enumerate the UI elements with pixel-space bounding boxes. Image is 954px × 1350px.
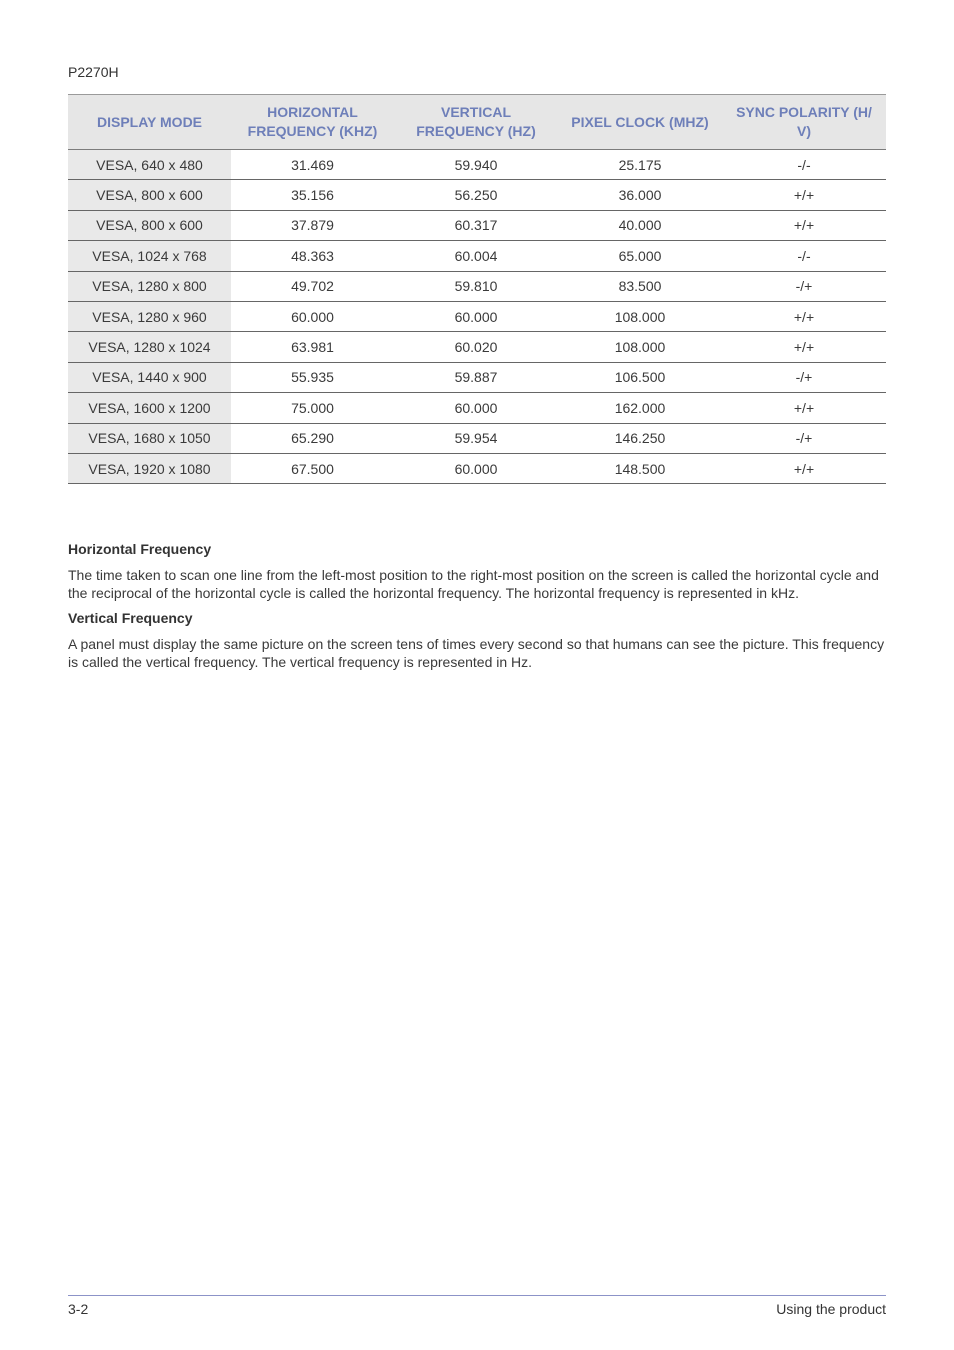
- cell-display-mode: VESA, 1920 x 1080: [68, 453, 231, 483]
- table-row: [68, 453, 886, 483]
- page-number: 3-2: [68, 1301, 89, 1317]
- cell-display-mode: VESA, 1600 x 1200: [68, 393, 231, 423]
- cell-display-mode: VESA, 1440 x 900: [68, 362, 231, 392]
- column-header-pixel-clock: PIXEL CLOCK (MHZ): [558, 95, 722, 150]
- cell-horizontal-frequency: 60.000: [231, 301, 394, 331]
- cell-pixel-clock: 146.250: [558, 423, 722, 453]
- cell-pixel-clock: 83.500: [558, 271, 722, 301]
- cell-display-mode: VESA, 800 x 600: [68, 180, 231, 210]
- cell-sync-polarity: -/-: [722, 241, 886, 271]
- cell-horizontal-frequency: 48.363: [231, 241, 394, 271]
- cell-sync-polarity: +/+: [722, 332, 886, 362]
- section-body: A panel must display the same picture on the screen tens of times every second so that humans can see the picture. This frequency is called the vertical frequency. The vertical frequency is represented in Hz.: [68, 636, 885, 670]
- column-header-sync-polarity: SYNC POLARITY (H/ V): [722, 95, 886, 150]
- cell-sync-polarity: -/-: [722, 150, 886, 180]
- cell-pixel-clock: 40.000: [558, 210, 722, 240]
- cell-vertical-frequency: 59.887: [394, 362, 558, 392]
- cell-vertical-frequency: 59.954: [394, 423, 558, 453]
- cell-vertical-frequency: 59.940: [394, 150, 558, 180]
- cell-sync-polarity: +/+: [722, 180, 886, 210]
- table-row: [68, 210, 886, 240]
- column-header-horizontal-frequency: HORIZONTAL FREQUENCY (KHZ): [231, 95, 394, 150]
- footer-divider: [68, 1295, 886, 1296]
- cell-horizontal-frequency: 49.702: [231, 271, 394, 301]
- cell-pixel-clock: 36.000: [558, 180, 722, 210]
- table-row: [68, 393, 886, 423]
- table-row: [68, 150, 886, 180]
- cell-display-mode: VESA, 1280 x 800: [68, 271, 231, 301]
- cell-display-mode: VESA, 1680 x 1050: [68, 423, 231, 453]
- cell-vertical-frequency: 59.810: [394, 271, 558, 301]
- cell-horizontal-frequency: 75.000: [231, 393, 394, 423]
- cell-horizontal-frequency: 37.879: [231, 210, 394, 240]
- chapter-title: Using the product: [776, 1301, 886, 1317]
- table-row: [68, 180, 886, 210]
- column-header-vertical-frequency: VERTICAL FREQUENCY (HZ): [394, 95, 558, 150]
- cell-sync-polarity: +/+: [722, 393, 886, 423]
- cell-vertical-frequency: 60.000: [394, 453, 558, 483]
- cell-sync-polarity: +/+: [722, 210, 886, 240]
- cell-pixel-clock: 106.500: [558, 362, 722, 392]
- timing-table: [68, 94, 886, 484]
- table-row: [68, 362, 886, 392]
- cell-sync-polarity: -/+: [722, 271, 886, 301]
- cell-pixel-clock: 108.000: [558, 332, 722, 362]
- cell-pixel-clock: 108.000: [558, 301, 722, 331]
- model-name: P2270H: [68, 64, 119, 80]
- cell-horizontal-frequency: 67.500: [231, 453, 394, 483]
- cell-display-mode: VESA, 800 x 600: [68, 210, 231, 240]
- table-row: [68, 423, 886, 453]
- cell-display-mode: VESA, 1024 x 768: [68, 241, 231, 271]
- cell-vertical-frequency: 60.004: [394, 241, 558, 271]
- table-row: [68, 241, 886, 271]
- cell-horizontal-frequency: 55.935: [231, 362, 394, 392]
- section-vertical-frequency: [68, 609, 886, 671]
- section-body: The time taken to scan one line from the left-most position to the right-most position on the screen is called the horizontal cycle and the reciprocal of the horizontal cycle is called the horizontal frequency. The horizontal frequency is represented in kHz.: [68, 567, 879, 601]
- cell-pixel-clock: 148.500: [558, 453, 722, 483]
- cell-vertical-frequency: 60.000: [394, 393, 558, 423]
- cell-horizontal-frequency: 31.469: [231, 150, 394, 180]
- cell-display-mode: VESA, 1280 x 960: [68, 301, 231, 331]
- cell-vertical-frequency: 60.000: [394, 301, 558, 331]
- cell-display-mode: VESA, 1280 x 1024: [68, 332, 231, 362]
- section-horizontal-frequency: [68, 540, 886, 602]
- cell-vertical-frequency: 56.250: [394, 180, 558, 210]
- table-row: [68, 332, 886, 362]
- cell-display-mode: VESA, 640 x 480: [68, 150, 231, 180]
- section-title: Horizontal Frequency: [68, 541, 212, 557]
- cell-sync-polarity: -/+: [722, 423, 886, 453]
- section-title: Vertical Frequency: [68, 610, 193, 626]
- column-header-display-mode: DISPLAY MODE: [68, 95, 231, 150]
- cell-horizontal-frequency: 35.156: [231, 180, 394, 210]
- cell-pixel-clock: 25.175: [558, 150, 722, 180]
- cell-vertical-frequency: 60.020: [394, 332, 558, 362]
- cell-pixel-clock: 65.000: [558, 241, 722, 271]
- cell-horizontal-frequency: 63.981: [231, 332, 394, 362]
- table-header-row: [68, 95, 886, 150]
- cell-sync-polarity: -/+: [722, 362, 886, 392]
- cell-sync-polarity: +/+: [722, 301, 886, 331]
- cell-pixel-clock: 162.000: [558, 393, 722, 423]
- cell-sync-polarity: +/+: [722, 453, 886, 483]
- cell-vertical-frequency: 60.317: [394, 210, 558, 240]
- table-row: [68, 301, 886, 331]
- cell-horizontal-frequency: 65.290: [231, 423, 394, 453]
- table-row: [68, 271, 886, 301]
